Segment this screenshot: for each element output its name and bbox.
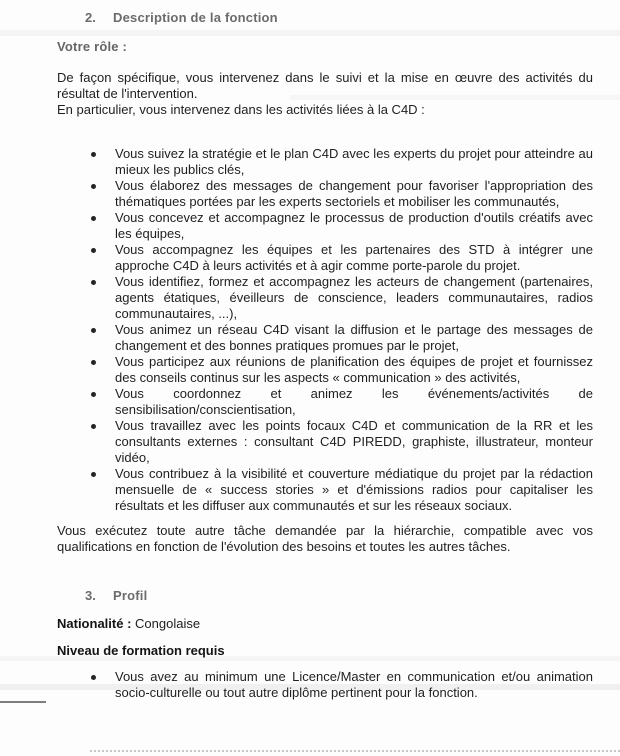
task-item bbox=[90, 322, 593, 354]
education-list bbox=[90, 669, 593, 701]
bullet-icon bbox=[91, 216, 96, 221]
task-item bbox=[90, 178, 593, 210]
task-item bbox=[90, 146, 593, 178]
bullet-icon bbox=[91, 472, 96, 477]
education-text: Vous avez au minimum une Licence/Master en communication et/ou animation socio-culturelle ou tout autre diplôme pertinent pour la fonction. bbox=[115, 669, 593, 700]
task-item bbox=[90, 466, 593, 514]
intro-paragraph-1: De façon spécifique, vous intervenez dans le suivi et la mise en œuvre des activités du résultat de l'intervention. bbox=[57, 70, 593, 101]
section-2-number: 2. bbox=[85, 10, 96, 25]
intro-paragraph-2: En particulier, vous intervenez dans les activités liées à la C4D : bbox=[57, 102, 425, 117]
task-text: Vous suivez la stratégie et le plan C4D avec les experts du projet pour atteindre au mieux les publics clés, bbox=[115, 146, 593, 177]
nationality-label: Nationalité : bbox=[57, 616, 132, 631]
task-text: Vous élaborez des messages de changement pour favoriser l'appropriation des thématiques portées par les experts sectoriels et mobiliser les communautés, bbox=[115, 178, 593, 209]
task-item bbox=[90, 274, 593, 322]
education-item bbox=[90, 669, 593, 701]
bullet-icon bbox=[91, 184, 96, 189]
bullet-icon bbox=[91, 360, 96, 365]
bullet-icon bbox=[91, 152, 96, 157]
bullet-icon bbox=[91, 248, 96, 253]
role-heading: Votre rôle : bbox=[57, 39, 128, 54]
task-text: Vous travaillez avec les points focaux C4D et communication de la RR et les consultants externes : consultant C4D PIREDD, graphiste, illustrateur, monteur vidéo, bbox=[115, 418, 593, 465]
task-item bbox=[90, 354, 593, 386]
task-text: Vous animez un réseau C4D visant la diffusion et le partage des messages de changement et des bonnes pratiques promues par le projet, bbox=[115, 322, 593, 353]
task-text: Vous contribuez à la visibilité et couverture médiatique du projet par la rédaction mensuelle de « success stories » et d'émissions radios pour capitaliser les résultats et les diffuser aux communautés et sur les réseaux sociaux. bbox=[115, 466, 593, 513]
education-heading: Niveau de formation requis bbox=[57, 643, 225, 658]
task-item bbox=[90, 242, 593, 274]
section-2-heading bbox=[0, 0, 620, 26]
task-text: Vous participez aux réunions de planification des équipes de projet et fournissez des conseils continus sur les aspects « communication » des activités, bbox=[115, 354, 593, 385]
bullet-icon bbox=[91, 280, 96, 285]
bullet-icon bbox=[91, 675, 96, 680]
closing-paragraph: Vous exécutez toute autre tâche demandée par la hiérarchie, compatible avec vos qualifications en fonction de l'évolution des besoins et toutes les autres tâches. bbox=[57, 523, 593, 554]
task-item bbox=[90, 386, 593, 418]
section-2-title: Description de la fonction bbox=[113, 10, 278, 25]
nationality-line bbox=[57, 616, 620, 632]
section-3-number: 3. bbox=[85, 588, 96, 603]
scan-line-fragment bbox=[0, 701, 46, 703]
section-3-heading bbox=[0, 588, 620, 604]
bottom-dotted-rule bbox=[90, 750, 620, 752]
nationality-value: Congolaise bbox=[135, 616, 201, 631]
task-list bbox=[90, 146, 593, 514]
task-text: Vous coordonnez et animez les événements/activités de sensibilisation/conscientisation, bbox=[115, 386, 593, 417]
task-text: Vous concevez et accompagnez le processus de production d'outils créatifs avec les équipes, bbox=[115, 210, 593, 241]
bullet-icon bbox=[91, 424, 96, 429]
task-item bbox=[90, 418, 593, 466]
bullet-icon bbox=[91, 392, 96, 397]
task-text: Vous identifiez, formez et accompagnez les acteurs de changement (partenaires, agents étatiques, éveilleurs de conscience, leaders communautaires, radios communautaires, ...), bbox=[115, 274, 593, 321]
section-3-title: Profil bbox=[113, 588, 148, 603]
bullet-icon bbox=[91, 328, 96, 333]
task-item bbox=[90, 210, 593, 242]
scan-streak bbox=[0, 30, 620, 36]
task-text: Vous accompagnez les équipes et les partenaires des STD à intégrer une approche C4D à leurs activités et à agir comme porte-parole du projet. bbox=[115, 242, 593, 273]
